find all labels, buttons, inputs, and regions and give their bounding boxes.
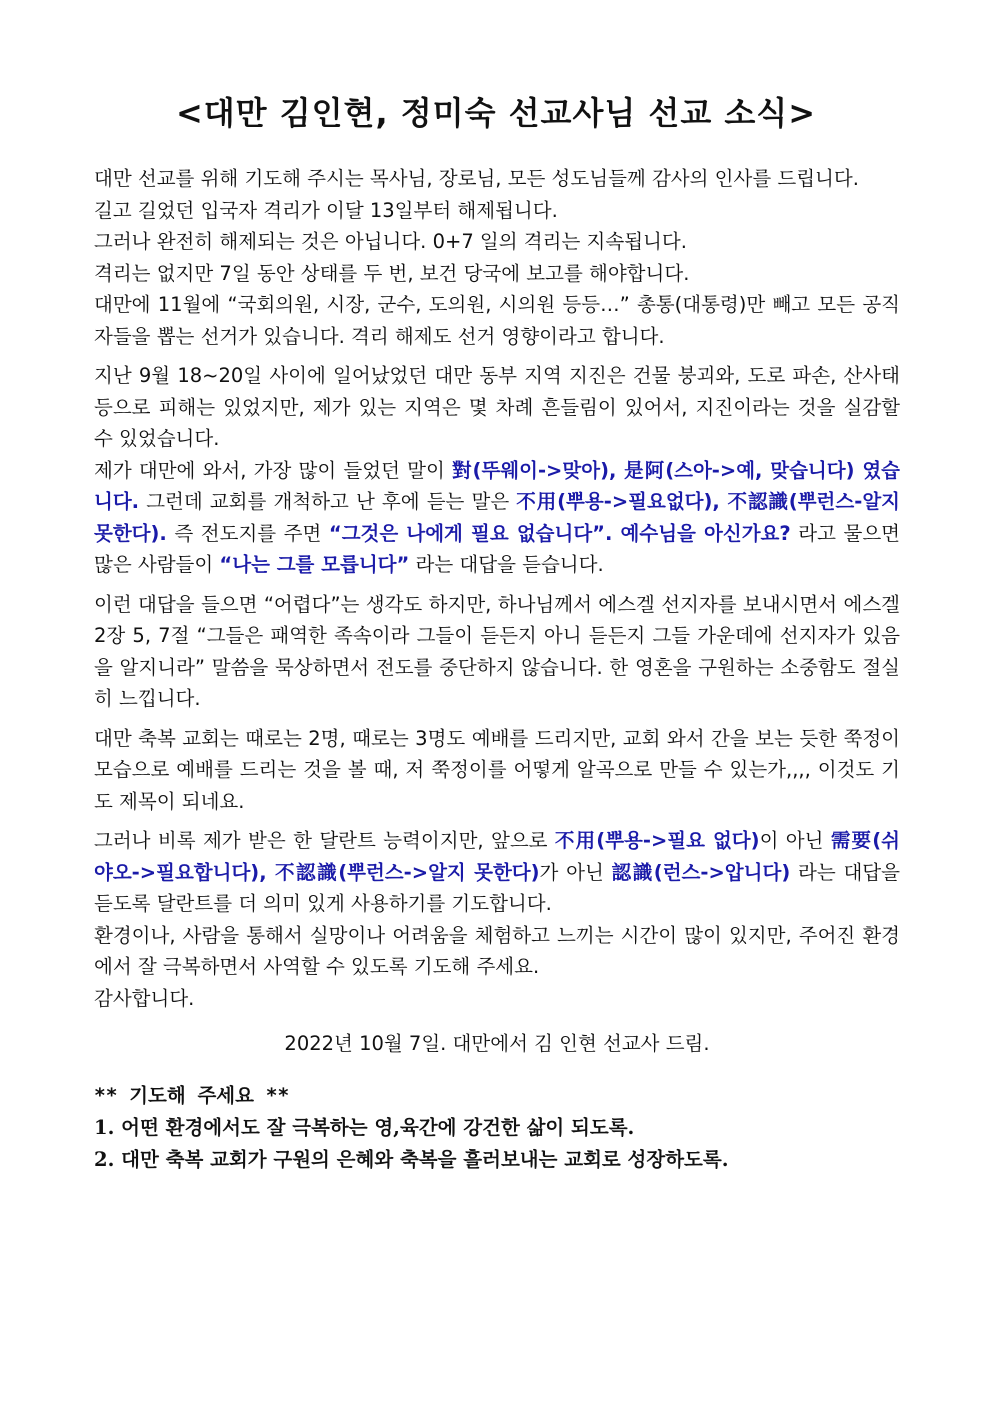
earthquake-text: 지난 9월 18~20일 사이에 일어났었던 대만 동부 지역 지진은 건물 붕괴와, 도로 파손, 산사태 등으로 피해는 있었지만, 제가 있는 지역은 몇 차례 흔들림이 있어서, 지진이라는 것을 실감할 수 있었습니다. (94, 364, 900, 450)
thanks-line: 감사합니다. (94, 986, 195, 1010)
letter-body (94, 163, 900, 1176)
responses-text-5: 라는 대답을 듣습니다. (409, 553, 604, 576)
report-line: 격리는 없지만 7일 동안 상태를 두 번, 보건 당국에 보고를 해야합니다. (94, 261, 690, 285)
responses-text-3: 즉 전도지를 주면 (166, 521, 329, 545)
highlight-buyong-2: 不用(뿌용->필요 없다) (554, 829, 760, 852)
responses-text-1: 제가 대만에 와서, 가장 많이 들었던 말이 (94, 458, 453, 482)
paragraph-church (94, 723, 900, 818)
prayer-list (94, 1080, 900, 1176)
highlight-buyong: 不用(뿌용->필요없다), 不認識(뿌런스-알지 못한다). (94, 490, 900, 545)
talent-text (94, 825, 900, 920)
prayer-item: 1. 어떤 환경에서도 잘 극복하는 영,육간에 강건한 삶이 되도록. (94, 1115, 635, 1139)
highlight-xuyao: 需要(쉬야오->필요합니다), 不認識(뿌런스->알지 못한다) (94, 829, 900, 884)
paragraph-ezekiel (94, 589, 900, 715)
responses-text-4: 라고 물으면 많은 사람들이 (94, 521, 900, 576)
highlight-not-needed: “그것은 나에게 필요 없습니다”. 예수님을 아신가요? (328, 521, 791, 545)
highlight-dui: 對(뚜웨이->맞아), 是阿(스아->예, 맞습니다) 였습니다. (94, 458, 900, 513)
responses-text (94, 455, 900, 581)
talent-text-3: 가 아닌 (539, 860, 612, 884)
responses-text-2: 그런데 교회를 개척하고 난 후에 듣는 말은 (139, 490, 517, 513)
highlight-renshi: 認識(런스->압니다) (611, 860, 791, 884)
ezekiel-text: 이런 대답을 들으면 “어렵다”는 생각도 하지만, 하나님께서 에스겔 선지자를 보내시면서 에스겔 2장 5, 7절 “그들은 패역한 족속이라 그들이 듣든지 아니 듣든지 그들 가운데에 선지자가 있음을 알지니라” 말씀을 묵상하면서 전도를 중단하지 않습니다. 한 영혼을 구원하는 소중함도 절실히 느낍니다. (94, 592, 900, 710)
quarantine-line: 길고 길었던 입국자 격리가 이달 13일부터 해제됩니다. (94, 198, 558, 222)
paragraph-greeting (94, 163, 900, 352)
quarantine-detail-line: 그러나 완전히 해제되는 것은 아닙니다. 0+7 일의 격리는 지속됩니다. (94, 230, 687, 253)
prayer-item: 2. 대만 축복 교회가 구원의 은혜와 축복을 흘러보내는 교회로 성장하도록. (94, 1147, 729, 1171)
church-text: 대만 축복 교회는 때로는 2명, 때로는 3명도 예배를 드리지만, 교회 와서 간을 보는 듯한 쭉정이 모습으로 예배를 드리는 것을 볼 때, 저 쭉정이를 어떻게 알곡으로 만들 수 있는가,,,, 이것도 기도 제목이 되네요. (94, 726, 900, 813)
paragraph-prayer-request (94, 825, 900, 1014)
talent-text-4: 라는 대답을 듣도록 달란트를 더 의미 있게 사용하기를 기도합니다. (94, 860, 900, 915)
talent-text-2: 이 아닌 (759, 829, 831, 852)
talent-text-1: 그러나 비록 제가 받은 한 달란트 능력이지만, 앞으로 (94, 829, 555, 852)
signature: 2022년 10월 7일. 대만에서 김 인현 선교사 드림. (284, 1032, 710, 1055)
prayer-heading: ** 기도해 주세요 ** (94, 1083, 290, 1107)
document-title: <대만 김인현, 정미숙 선교사님 선교 소식> (175, 94, 817, 132)
greeting-line: 대만 선교를 위해 기도해 주시는 목사님, 장로님, 모든 성도님들께 감사의 인사를 드립니다. (94, 167, 859, 190)
election-line: 대만에 11월에 “국회의원, 시장, 군수, 도의원, 시의원 등등…” 총통(대통령)만 빼고 모든 공직자들을 뽑는 선거가 있습니다. 격리 해제도 선거 영향이라고 합니다. (94, 293, 900, 348)
highlight-dont-know: “나는 그를 모릅니다” (219, 553, 410, 576)
paragraph-earthquake (94, 360, 900, 581)
environment-line: 환경이나, 사람을 통해서 실망이나 어려움을 체험하고 느끼는 시간이 많이 있지만, 주어진 환경에서 잘 극복하면서 사역할 수 있도록 기도해 주세요. (94, 923, 900, 978)
